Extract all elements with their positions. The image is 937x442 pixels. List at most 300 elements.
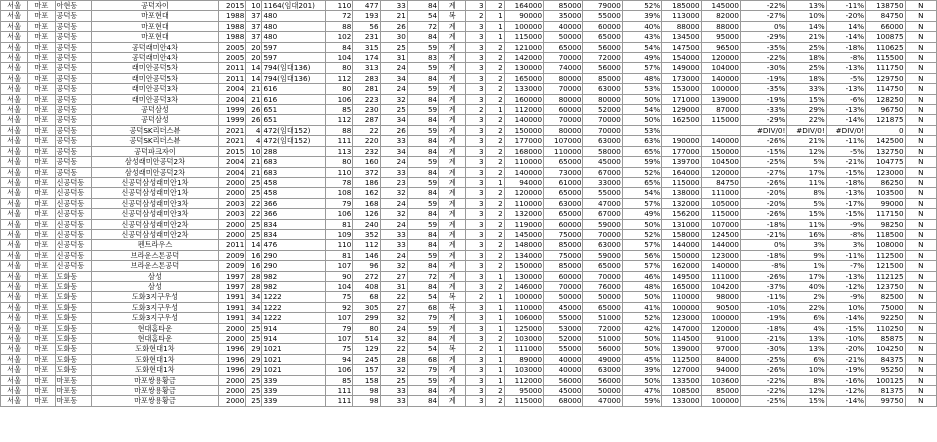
table-cell[interactable]: 55000 [583,188,622,198]
table-cell[interactable]: 616 [262,84,326,94]
table-cell[interactable]: 145000 [701,1,740,11]
table-cell[interactable]: 신공덕동 [55,250,91,260]
table-cell[interactable]: 21% [787,136,826,146]
table-cell[interactable]: 2000 [219,334,246,344]
table-cell[interactable]: 8% [787,375,826,385]
table-cell[interactable]: 115500 [866,53,905,63]
table-cell[interactable]: 4 [246,125,262,135]
table-cell[interactable]: 3 [466,32,485,42]
table-cell[interactable]: 1 [485,32,504,42]
table-cell[interactable]: -8% [826,53,865,63]
table-cell[interactable]: 84375 [866,354,905,364]
table-cell[interactable]: 2 [466,11,485,21]
table-cell[interactable]: 65000 [583,261,622,271]
table-cell[interactable]: 56000 [583,42,622,52]
table-cell[interactable]: 70000 [544,84,583,94]
table-cell[interactable]: 89000 [504,354,543,364]
table-cell[interactable]: 마포 [28,334,55,344]
table-cell[interactable]: 52% [622,229,661,239]
table-cell[interactable]: N [905,209,936,219]
table-cell[interactable]: 53% [622,84,661,94]
table-cell[interactable]: 70000 [583,115,622,125]
table-cell[interactable]: 52000 [544,334,583,344]
table-cell[interactable]: 3 [466,240,485,250]
table-cell[interactable]: 223 [353,94,380,104]
table-cell[interactable]: 111000 [504,344,543,354]
table-cell[interactable]: 계 [439,167,466,177]
table-cell[interactable]: 마포동 [55,375,91,385]
table-cell[interactable]: 1 [485,21,504,31]
table-cell[interactable]: 171000 [662,94,701,104]
table-cell[interactable]: N [905,157,936,167]
table-cell[interactable]: -11% [826,1,865,11]
table-cell[interactable]: 서울 [1,281,28,291]
table-cell[interactable]: 마포 [28,229,55,239]
table-cell[interactable]: 25 [246,323,262,333]
table-cell[interactable]: N [905,167,936,177]
table-cell[interactable]: 신공덕동 [55,240,91,250]
table-cell[interactable]: 50000 [544,32,583,42]
table-cell[interactable]: 1 [485,375,504,385]
table-cell[interactable]: 2021 [219,125,246,135]
table-cell[interactable]: 45000 [544,302,583,312]
table-cell[interactable]: 134000 [504,250,543,260]
table-cell[interactable]: 1 [485,323,504,333]
table-cell[interactable]: 33 [380,167,407,177]
table-cell[interactable]: 65000 [544,188,583,198]
table-cell[interactable]: N [905,344,936,354]
table-cell[interactable]: 104 [326,281,353,291]
table-cell[interactable]: 65000 [583,32,622,42]
table-cell[interactable]: 84 [407,1,438,11]
table-cell[interactable]: 마포 [28,157,55,167]
table-cell[interactable]: 49% [622,53,661,63]
table-cell[interactable]: 480 [262,21,326,31]
table-cell[interactable]: -35% [740,84,786,94]
table-cell[interactable]: 40000 [544,365,583,375]
table-cell[interactable]: 63000 [583,136,622,146]
table-cell[interactable]: 4% [787,323,826,333]
table-cell[interactable]: 104775 [866,157,905,167]
table-cell[interactable]: 123000 [662,313,701,323]
table-cell[interactable]: 81375 [866,386,905,396]
table-cell[interactable]: 75 [326,344,353,354]
table-cell[interactable]: 2 [485,281,504,291]
table-cell[interactable]: N [905,73,936,83]
table-cell[interactable]: 서울 [1,209,28,219]
table-cell[interactable]: 서울 [1,73,28,83]
table-cell[interactable]: 80000 [544,73,583,83]
table-cell[interactable]: -15% [826,167,865,177]
table-cell[interactable]: 1222 [262,313,326,323]
table-cell[interactable]: 110000 [544,146,583,156]
table-cell[interactable]: 982 [262,271,326,281]
table-cell[interactable]: 34 [380,115,407,125]
table-cell[interactable]: 55000 [583,11,622,21]
table-cell[interactable]: 계 [439,271,466,281]
table-cell[interactable]: N [905,323,936,333]
table-cell[interactable]: 139000 [662,344,701,354]
table-cell[interactable]: 130000 [504,63,543,73]
table-cell[interactable]: 래미안공덕5차 [91,63,218,73]
table-cell[interactable]: 59 [407,63,438,73]
table-cell[interactable]: 0% [740,240,786,250]
table-cell[interactable]: 공덕동 [55,42,91,52]
table-cell[interactable]: 서울 [1,386,28,396]
table-cell[interactable]: 계 [439,21,466,31]
table-cell[interactable]: 190000 [662,136,701,146]
table-cell[interactable]: 162000 [662,261,701,271]
table-cell[interactable]: 123750 [866,281,905,291]
table-cell[interactable]: 87000 [701,105,740,115]
table-cell[interactable]: 브라운스톤공덕 [91,261,218,271]
table-cell[interactable]: 56 [353,21,380,31]
table-cell[interactable]: 2000 [219,177,246,187]
table-cell[interactable]: N [905,115,936,125]
table-cell[interactable]: 94 [326,354,353,364]
table-cell[interactable]: 26 [246,115,262,125]
table-cell[interactable]: 103000 [504,365,543,375]
table-cell[interactable]: 110 [326,240,353,250]
table-cell[interactable]: 24 [380,250,407,260]
table-cell[interactable]: 185000 [662,1,701,11]
table-cell[interactable]: 마포 [28,209,55,219]
table-cell[interactable]: 115000 [504,396,543,406]
table-cell[interactable]: 계 [439,1,466,11]
table-cell[interactable]: 73000 [544,167,583,177]
table-cell[interactable]: -19% [740,73,786,83]
table-cell[interactable]: -29% [740,32,786,42]
table-cell[interactable]: 39% [622,11,661,21]
table-cell[interactable]: 3 [466,167,485,177]
table-cell[interactable]: 2009 [219,261,246,271]
table-cell[interactable]: 1 [485,11,504,21]
table-cell[interactable]: 래미안공덕3차 [91,84,218,94]
table-cell[interactable]: 45000 [544,386,583,396]
table-cell[interactable]: 683 [262,157,326,167]
table-cell[interactable]: 834 [262,219,326,229]
table-cell[interactable]: 계 [439,146,466,156]
table-cell[interactable]: 84 [407,386,438,396]
table-cell[interactable]: 88000 [701,21,740,31]
table-cell[interactable]: -11% [740,292,786,302]
table-cell[interactable]: 공덕동 [55,73,91,83]
table-cell[interactable]: 59 [407,250,438,260]
table-cell[interactable]: 공덕동 [55,115,91,125]
table-cell[interactable]: 현대홈타운 [91,323,218,333]
table-cell[interactable]: 96750 [866,105,905,115]
table-cell[interactable]: 서울 [1,32,28,42]
table-cell[interactable]: 21 [246,84,262,94]
table-cell[interactable]: 168000 [504,146,543,156]
table-cell[interactable]: 85000 [544,1,583,11]
table-cell[interactable]: 5% [787,157,826,167]
table-cell[interactable]: 112125 [866,271,905,281]
table-cell[interactable]: 11% [787,177,826,187]
table-cell[interactable]: 서울 [1,250,28,260]
table-cell[interactable]: 마포 [28,344,55,354]
table-cell[interactable]: 50% [622,334,661,344]
table-cell[interactable]: 366 [262,209,326,219]
table-cell[interactable]: 56% [622,250,661,260]
table-cell[interactable]: 1021 [262,365,326,375]
table-cell[interactable]: 84 [407,167,438,177]
table-cell[interactable]: 33 [380,136,407,146]
table-cell[interactable]: 계 [439,281,466,291]
table-cell[interactable]: 58000 [583,146,622,156]
table-cell[interactable]: 477 [353,1,380,11]
table-cell[interactable]: 81 [326,250,353,260]
table-cell[interactable]: 144000 [662,240,701,250]
table-cell[interactable]: 63000 [583,84,622,94]
table-cell[interactable]: 50000 [544,292,583,302]
table-cell[interactable]: 복 [439,11,466,21]
table-cell[interactable]: 계 [439,229,466,239]
table-cell[interactable]: 147500 [662,42,701,52]
table-cell[interactable]: -19% [826,365,865,375]
table-cell[interactable]: 마포 [28,1,55,11]
table-cell[interactable]: 2011 [219,73,246,83]
table-cell[interactable]: 2 [485,240,504,250]
table-cell[interactable]: 21 [246,157,262,167]
table-cell[interactable]: -18% [740,219,786,229]
table-cell[interactable]: 3 [466,42,485,52]
table-cell[interactable]: 103600 [701,375,740,385]
table-cell[interactable]: 신공덕동 [55,219,91,229]
table-cell[interactable]: 112500 [866,250,905,260]
table-cell[interactable]: -20% [826,11,865,21]
table-cell[interactable]: 150000 [701,146,740,156]
table-cell[interactable]: 107 [326,261,353,271]
table-cell[interactable]: 59% [622,157,661,167]
table-cell[interactable]: 85000 [544,240,583,250]
table-cell[interactable]: 110000 [504,198,543,208]
table-cell[interactable]: 6% [787,354,826,364]
table-cell[interactable]: -10% [740,302,786,312]
table-cell[interactable]: 84750 [866,11,905,21]
table-cell[interactable]: 22% [787,302,826,312]
table-cell[interactable]: 86250 [866,177,905,187]
table-cell[interactable]: 도화동 [55,302,91,312]
table-cell[interactable]: 339 [262,386,326,396]
table-cell[interactable]: 46% [622,271,661,281]
table-cell[interactable]: 408 [353,281,380,291]
table-cell[interactable]: 127000 [662,365,701,375]
table-cell[interactable]: 마포동 [55,396,91,406]
table-cell[interactable]: -20% [740,188,786,198]
table-cell[interactable]: 27 [380,271,407,281]
table-cell[interactable]: 232 [353,146,380,156]
table-cell[interactable]: -9% [826,219,865,229]
table-cell[interactable]: 32 [380,313,407,323]
table-cell[interactable]: 80 [326,84,353,94]
table-cell[interactable]: 54% [622,105,661,115]
table-cell[interactable]: 3 [466,84,485,94]
table-cell[interactable]: 982 [262,281,326,291]
table-cell[interactable]: -13% [826,63,865,73]
table-cell[interactable]: 마포 [28,32,55,42]
table-cell[interactable]: 59 [407,84,438,94]
table-cell[interactable]: 2009 [219,250,246,260]
table-cell[interactable]: 3 [466,94,485,104]
table-cell[interactable]: 공덕동 [55,63,91,73]
table-cell[interactable]: 65000 [544,157,583,167]
table-cell[interactable]: 480 [262,32,326,42]
table-cell[interactable]: 142500 [866,136,905,146]
table-cell[interactable]: 90000 [504,11,543,21]
table-cell[interactable]: 107000 [544,136,583,146]
table-cell[interactable]: 63000 [583,365,622,375]
table-cell[interactable]: 25 [246,177,262,187]
table-cell[interactable]: 복 [439,292,466,302]
table-cell[interactable]: 140000 [504,167,543,177]
table-cell[interactable]: 29 [246,354,262,364]
table-cell[interactable]: 45000 [583,157,622,167]
table-cell[interactable]: 마포현대 [91,11,218,21]
table-cell[interactable]: 59 [407,323,438,333]
table-cell[interactable]: 146000 [504,281,543,291]
table-cell[interactable]: -14% [826,396,865,406]
table-cell[interactable]: 245 [353,354,380,364]
table-cell[interactable]: 공덕파크자이 [91,146,218,156]
table-cell[interactable]: 472(임대152) [262,136,326,146]
table-cell[interactable]: 100000 [701,84,740,94]
table-cell[interactable]: 158000 [662,229,701,239]
table-cell[interactable]: 68 [353,292,380,302]
table-cell[interactable]: 97000 [701,344,740,354]
table-cell[interactable]: -11% [826,250,865,260]
table-cell[interactable]: 104200 [701,281,740,291]
table-cell[interactable]: 마포 [28,313,55,323]
table-cell[interactable]: 마포동 [55,386,91,396]
table-cell[interactable]: 120000 [701,323,740,333]
table-cell[interactable]: 134500 [662,32,701,42]
table-cell[interactable]: -21% [740,229,786,239]
table-cell[interactable]: 72 [326,11,353,21]
table-cell[interactable]: 3 [466,21,485,31]
table-cell[interactable]: 85000 [583,73,622,83]
table-cell[interactable]: 12% [787,146,826,156]
table-cell[interactable]: 54 [407,292,438,302]
table-cell[interactable]: 100000 [701,396,740,406]
table-cell[interactable]: -7% [826,261,865,271]
table-cell[interactable]: -13% [826,105,865,115]
table-cell[interactable]: 100000 [701,313,740,323]
table-cell[interactable]: -26% [740,365,786,375]
table-cell[interactable]: 도화동 [55,271,91,281]
table-cell[interactable]: 계 [439,365,466,375]
table-cell[interactable]: 63000 [583,240,622,250]
table-cell[interactable]: 2003 [219,198,246,208]
table-cell[interactable]: -17% [826,198,865,208]
table-cell[interactable]: 마포 [28,323,55,333]
table-cell[interactable]: 80 [326,63,353,73]
table-cell[interactable]: 53000 [544,323,583,333]
table-cell[interactable]: 서울 [1,188,28,198]
table-cell[interactable]: N [905,396,936,406]
table-cell[interactable]: 24 [380,157,407,167]
table-cell[interactable]: 2000 [219,396,246,406]
table-cell[interactable]: 계 [439,219,466,229]
table-cell[interactable]: 18% [787,53,826,63]
table-cell[interactable]: 2 [485,84,504,94]
table-cell[interactable]: 마포 [28,386,55,396]
table-cell[interactable]: 154000 [662,53,701,63]
table-cell[interactable]: 140000 [701,261,740,271]
table-cell[interactable]: 12% [787,386,826,396]
table-cell[interactable]: 삼성 [91,281,218,291]
table-cell[interactable]: 119000 [504,219,543,229]
table-cell[interactable]: 231 [353,32,380,42]
table-cell[interactable]: 65000 [544,42,583,52]
table-cell[interactable]: 공덕동 [55,21,91,31]
table-cell[interactable]: 34 [380,73,407,83]
table-cell[interactable]: 85 [326,105,353,115]
table-cell[interactable]: 계 [439,84,466,94]
table-cell[interactable]: 104000 [701,63,740,73]
table-cell[interactable]: 476 [262,240,326,250]
table-cell[interactable]: -33% [740,105,786,115]
table-cell[interactable]: 48% [622,281,661,291]
table-cell[interactable]: 299 [353,313,380,323]
table-cell[interactable]: 84 [407,136,438,146]
table-cell[interactable]: 41% [622,302,661,312]
table-cell[interactable]: 2 [485,386,504,396]
table-cell[interactable]: 마포 [28,281,55,291]
table-cell[interactable]: 도화3지구우성 [91,292,218,302]
table-cell[interactable]: 25 [246,386,262,396]
table-cell[interactable]: 111750 [866,63,905,73]
table-cell[interactable]: 88000 [662,21,701,31]
table-cell[interactable]: 24 [380,323,407,333]
table-cell[interactable]: 35000 [544,11,583,21]
table-cell[interactable]: 129750 [866,73,905,83]
table-cell[interactable]: 33000 [583,177,622,187]
table-cell[interactable]: 2004 [219,157,246,167]
table-cell[interactable]: 서울 [1,53,28,63]
table-cell[interactable]: 40% [787,281,826,291]
table-cell[interactable]: 공덕동 [55,105,91,115]
table-cell[interactable]: N [905,386,936,396]
table-cell[interactable]: 50% [622,292,661,302]
table-cell[interactable]: 1997 [219,281,246,291]
table-cell[interactable]: 54% [622,42,661,52]
table-cell[interactable]: 2 [485,167,504,177]
table-cell[interactable]: 96 [353,261,380,271]
table-cell[interactable]: 2 [485,73,504,83]
table-cell[interactable]: 165000 [662,281,701,291]
table-cell[interactable]: 65000 [544,209,583,219]
table-cell[interactable]: 4 [246,136,262,146]
table-cell[interactable]: 65% [622,177,661,187]
table-cell[interactable]: 162500 [662,115,701,125]
table-cell[interactable]: 복 [439,344,466,354]
table-cell[interactable]: 220 [353,136,380,146]
table-cell[interactable]: 서울 [1,334,28,344]
table-cell[interactable]: 76000 [583,281,622,291]
table-cell[interactable]: 115000 [504,32,543,42]
table-cell[interactable]: 3% [826,240,865,250]
table-cell[interactable]: 34 [380,146,407,156]
table-cell[interactable]: 마포쌍용황금 [91,396,218,406]
table-cell[interactable]: 2000 [219,188,246,198]
table-cell[interactable]: 104500 [701,157,740,167]
table-cell[interactable]: 20 [246,42,262,52]
table-cell[interactable]: N [905,136,936,146]
table-cell[interactable]: 2 [485,42,504,52]
table-cell[interactable]: 59 [407,105,438,115]
table-cell[interactable]: 110000 [504,302,543,312]
